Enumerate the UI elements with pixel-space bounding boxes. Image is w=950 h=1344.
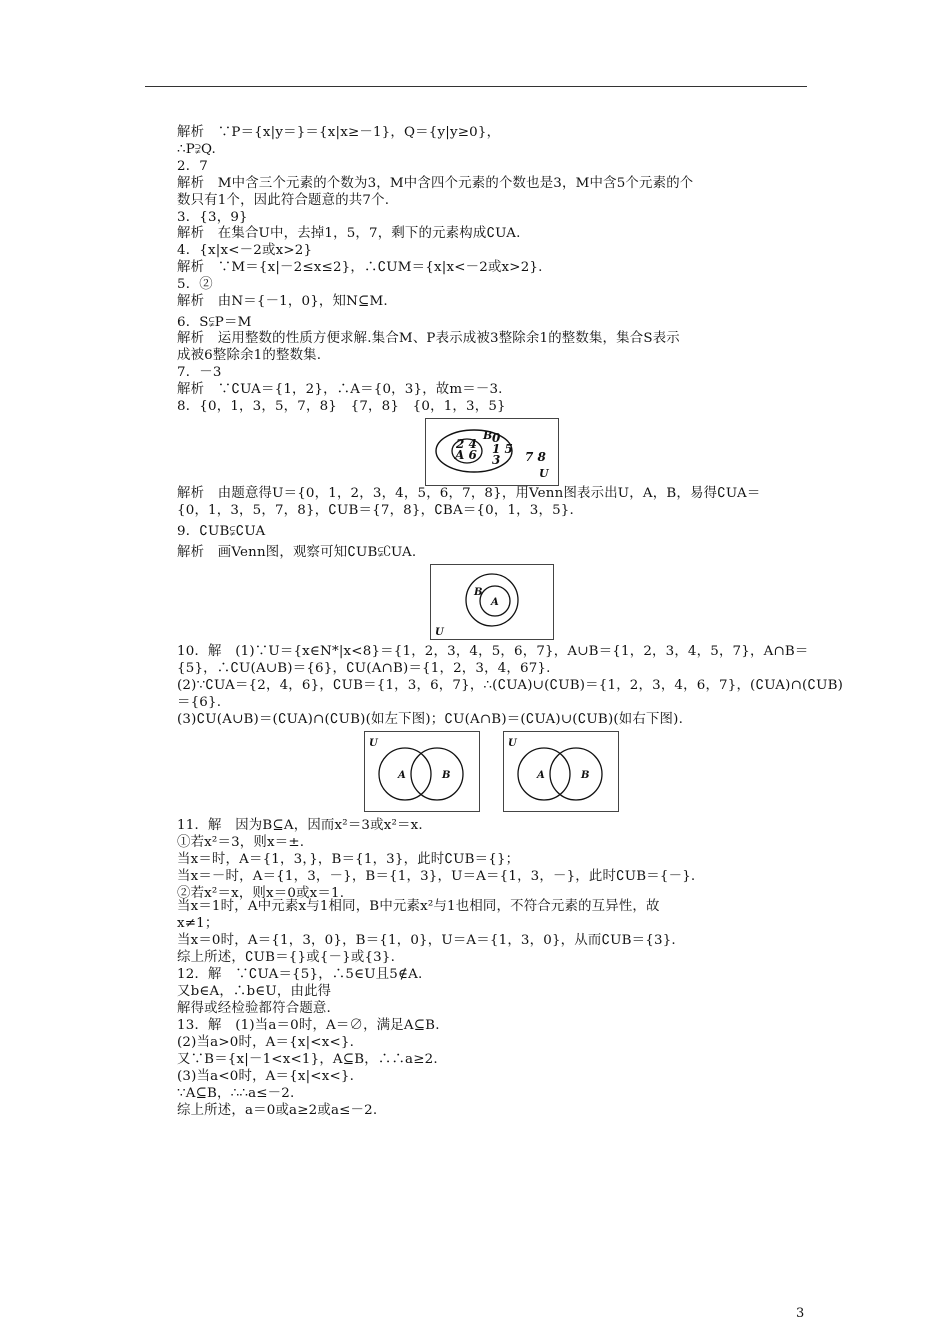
- text-line: 解析 ∵∁UA＝{1，2}，∴A＝{0，3}，故m＝－3.: [177, 382, 503, 397]
- text-line: 解析 ∵M＝{x|－2≤x≤2}，∴∁UM＝{x|x<－2或x>2}.: [177, 260, 543, 275]
- text-line: 当x＝－时，A＝{1，3，－}，B＝{1，3}，U＝A＝{1，3，－}，此时∁UB＝{－}.: [177, 869, 696, 884]
- fig2-a-label: A: [491, 597, 499, 608]
- fig4-a-label: A: [537, 770, 545, 781]
- text-line: 13．解 (1)当a＝0时，A＝∅，满足A⊆B.: [177, 1018, 440, 1033]
- text-line: 综上所述，∁UB＝{}或{－}或{3}.: [177, 950, 396, 965]
- fig3-u-label: U: [369, 738, 378, 749]
- text-line: 解析 由题意得U＝{0，1，2，3，4，5，6，7，8}，用Venn图表示出U，A，B，易得∁UA＝: [177, 486, 761, 501]
- text-line: ∵A⊆B，∴∴a≤－2.: [177, 1086, 295, 1101]
- fig4-u-label: U: [508, 738, 517, 749]
- text-line: 解析 运用整数的性质方便求解.集合M、P表示成被3整除余1的整数集，集合S表示: [177, 331, 680, 346]
- text-line: 解得或经检验都符合题意.: [177, 1001, 331, 1016]
- venn-figure-q9: [430, 564, 554, 640]
- text-line: 8．{0，1，3，5，7，8} {7，8} {0，1，3，5}: [177, 399, 506, 414]
- text-line: 数只有1个，因此符合题意的共7个.: [177, 193, 390, 208]
- fig1-b-three: 3: [492, 453, 501, 467]
- fig1-outside: 7 8: [525, 450, 546, 464]
- text-line: 7．－3: [177, 365, 222, 380]
- text-line: 11．解 因为B⊆A，因而x²＝3或x²＝x.: [177, 818, 423, 833]
- venn-figure-q10-right: [503, 731, 619, 812]
- text-line: (3)当a<0时，A＝{x|<x<}.: [177, 1069, 355, 1084]
- text-line: 解析 画Venn图，观察可知∁UB⫋∁UA.: [177, 545, 417, 560]
- text-line: {5}，∴∁U(A∪B)＝{6}，∁U(A∩B)＝{1，2，3，4，67}.: [177, 661, 551, 676]
- text-line: 当x＝1时，A中元素x与1相同，B中元素x²与1也相同，不符合元素的互异性，故: [177, 899, 660, 914]
- text-line: 解析 M中含三个元素的个数为3，M中含四个元素的个数也是3，M中含5个元素的个: [177, 176, 694, 191]
- text-line: ①若x²＝3，则x＝±.: [177, 835, 305, 850]
- venn-figure-q10-left: [364, 731, 480, 812]
- text-line: 2．7: [177, 159, 209, 174]
- page-number: 3: [796, 1306, 805, 1321]
- fig1-b-zero: 0: [492, 431, 501, 445]
- text-line: 又b∈A，∴b∈U，由此得: [177, 984, 332, 999]
- fig3-b-label: B: [442, 770, 451, 781]
- fig1-a-numbers: 2 4: [456, 437, 477, 451]
- text-line: 成被6整除余1的整数集.: [177, 348, 322, 363]
- text-line: x≠1；: [177, 916, 219, 931]
- fig1-b-numbers: 1 5: [492, 442, 513, 456]
- fig1-u-label: U: [539, 467, 549, 480]
- text-line: ∴P⫌Q.: [177, 142, 216, 157]
- fig1-b-label: B: [483, 429, 493, 442]
- text-line: 5．②: [177, 277, 213, 292]
- fig3-a-label: A: [398, 770, 406, 781]
- fig2-b-label: B: [474, 587, 483, 598]
- text-line: (3)∁U(A∪B)＝(∁UA)∩(∁UB)(如左下图)；∁U(A∩B)＝(∁UA)∪(∁UB)(如右下图).: [177, 712, 684, 727]
- text-line: 当x＝0时，A＝{1，3，0}，B＝{1，0}，U＝A＝{1，3，0}，从而∁UB＝{3}.: [177, 933, 676, 948]
- header-rule: [145, 86, 807, 87]
- text-line: 12．解 ∵∁UA＝{5}，∴5∈U且5∉A.: [177, 967, 423, 982]
- text-line: ＝{6}.: [177, 695, 222, 710]
- text-line: 4．{x|x<－2或x>2}: [177, 243, 313, 258]
- text-line: 解析 由N＝{－1，0}，知N⊆M.: [177, 294, 388, 309]
- fig4-b-label: B: [581, 770, 590, 781]
- venn-figure-q8: [425, 418, 559, 486]
- text-line: 9．∁UB⫋∁UA: [177, 524, 266, 539]
- fig2-u-label: U: [435, 627, 444, 638]
- text-line: 解析 在集合U中，去掉1，5，7，剩下的元素构成∁UA.: [177, 226, 521, 241]
- text-line: 10．解 (1)∵U＝{x∈N*|x<8}＝{1，2，3，4，5，6，7}，A∪B＝{1，2，3，4，5，7}，A∩B＝: [177, 644, 809, 659]
- text-line: {0，1，3，5，7，8}，∁UB＝{7，8}，∁BA＝{0，1，3，5}.: [177, 503, 574, 518]
- text-line: 又∵B＝{x|－1<x<1}，A⊆B，∴∴a≥2.: [177, 1052, 438, 1067]
- text-line: (2)∵∁UA＝{2，4，6}，∁UB＝{1，3，6，7}，∴(∁UA)∪(∁UB)＝{1，2，3，4，6，7}，(∁UA)∩(∁UB): [177, 678, 844, 693]
- text-line: ②若x²＝x，则x＝0或x＝1.: [177, 886, 345, 901]
- text-line: 解析 ∵P＝{x|y＝}＝{x|x≥－1}，Q＝{y|y≥0}，: [177, 125, 501, 140]
- text-line: (2)当a>0时，A＝{x|<x<}.: [177, 1035, 355, 1050]
- text-line: 6．S⫋P＝M: [177, 315, 252, 330]
- text-line: 综上所述，a＝0或a≥2或a≤－2.: [177, 1103, 378, 1118]
- fig1-a-label: A 6: [455, 448, 477, 462]
- text-line: 当x＝时，A＝{1，3，}，B＝{1，3}，此时∁UB＝{}；: [177, 852, 520, 867]
- text-line: 3．{3，9}: [177, 210, 248, 225]
